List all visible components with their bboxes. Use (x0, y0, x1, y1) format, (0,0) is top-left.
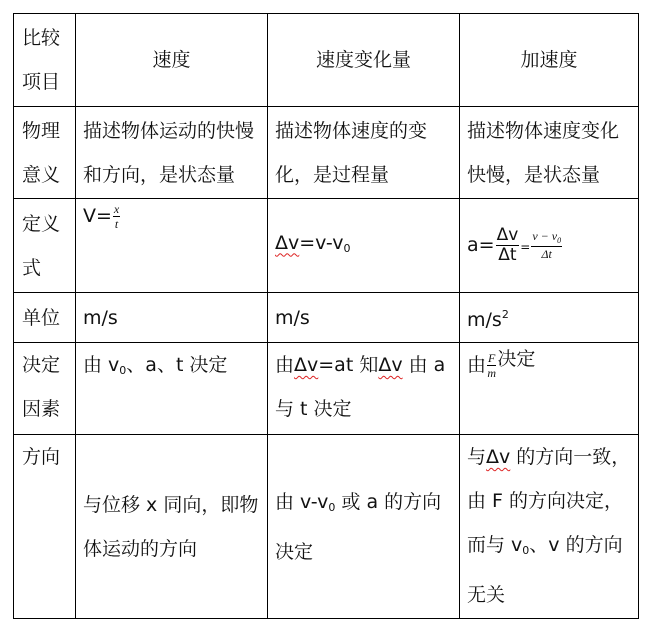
header-compare-line1: 比较 (22, 27, 61, 49)
accel-fraction-1-denominator: Δt (498, 244, 517, 265)
velocity-change-factor (268, 343, 460, 435)
delta-v-direction-sub: 0 (328, 500, 336, 514)
accel-equals: = (520, 239, 531, 254)
accel-fraction-1 (496, 224, 520, 265)
row-physical-meaning (14, 107, 639, 199)
header-speed: 速度 (76, 14, 268, 107)
row-direction (14, 435, 639, 619)
velocity-change-meaning: 描述物体速度的变化，是过程量 (268, 107, 460, 199)
accel-factor-fraction (487, 352, 496, 379)
delta-v-direction-line2: 决定 (275, 540, 314, 563)
header-compare-item (14, 14, 76, 107)
accel-formula-prefix: a= (467, 233, 495, 256)
delta-v-factor-line2: 与 t 决定 (275, 398, 352, 420)
delta-v-factor-a: 由 (275, 354, 295, 376)
accel-direction-a: 与 (467, 446, 487, 468)
accel-direction-line3-a: 而与 v (467, 534, 523, 556)
accel-direction-line4: 无关 (467, 584, 506, 606)
velocity-change-direction (268, 435, 460, 619)
label-unit: 单位 (14, 293, 76, 343)
accel-unit-exponent: 2 (501, 308, 509, 321)
accel-fraction-2-numerator (531, 230, 562, 247)
speed-fraction-denominator: t (114, 217, 119, 231)
accel-direction-line3-b: 、v 的方向 (529, 534, 623, 556)
label-meaning-line1: 物理 (22, 119, 61, 142)
accel-factor-denominator: m (487, 366, 497, 380)
speed-factor-a: 由 v (83, 354, 120, 376)
accel-direction-b: 的方向一致， (510, 446, 631, 468)
label-physical-meaning (14, 107, 76, 199)
acceleration-factor (460, 343, 639, 435)
delta-v-factor-dv: Δv (294, 354, 319, 376)
label-determining-factor (14, 343, 76, 435)
comparison-table (13, 13, 639, 619)
speed-formula-prefix: V= (83, 205, 112, 227)
accel-factor-numerator: F (488, 351, 496, 365)
speed-fraction-numerator: x (113, 202, 120, 216)
accel-direction-line2: 由 F 的方向决定， (467, 490, 624, 512)
accel-direction-line3-sub: 0 (522, 544, 530, 557)
accel-direction-line1 (467, 435, 631, 479)
label-factor-line2: 因素 (22, 398, 61, 420)
delta-v-factor-b: =at 知 (318, 354, 379, 376)
velocity-change-definition (268, 199, 460, 293)
label-definition-line2: 式 (22, 256, 42, 279)
label-direction: 方向 (14, 435, 76, 619)
delta-v-factor-line1 (275, 343, 452, 387)
acceleration-unit (460, 293, 639, 343)
label-definition-line1: 定义 (22, 212, 61, 235)
accel-fraction-2 (531, 230, 562, 260)
acceleration-definition (460, 199, 639, 293)
accel-fraction-1-numerator: Δv (496, 224, 519, 245)
delta-v-factor-dv2: Δv (378, 354, 403, 376)
speed-definition (76, 199, 268, 293)
accel-fraction-2-num-sub: 0 (557, 236, 562, 245)
delta-v-symbol: Δv (275, 231, 300, 254)
row-determining-factor (14, 343, 639, 435)
acceleration-direction (460, 435, 639, 619)
accel-fraction-2-denominator: Δt (541, 247, 552, 261)
row-definition (14, 199, 639, 293)
speed-factor-sub: 0 (119, 364, 127, 377)
header-row (14, 14, 639, 107)
delta-v-factor-c: 由 a (402, 354, 446, 376)
delta-v-direction-b: 或 a 的方向 (335, 490, 442, 513)
delta-v-direction-a: 由 v-v (275, 490, 329, 513)
accel-direction-dv: Δv (486, 446, 511, 468)
speed-factor-b: 、a、t 决定 (126, 354, 228, 376)
accel-fraction-2-num-text: v − v (532, 229, 558, 243)
velocity-change-unit: m/s (268, 293, 460, 343)
speed-direction-line2: 体运动的方向 (83, 537, 198, 560)
speed-direction (76, 435, 268, 619)
speed-factor (76, 343, 268, 435)
speed-fraction (113, 203, 120, 230)
label-meaning-line2: 意义 (22, 163, 61, 186)
header-compare-line2: 项目 (22, 71, 61, 93)
acceleration-meaning: 描述物体速度变化快慢，是状态量 (460, 107, 639, 199)
row-unit (14, 293, 639, 343)
delta-v-direction-line1 (275, 480, 452, 530)
label-factor-line1: 决定 (22, 354, 61, 376)
accel-unit-base: m/s (467, 309, 502, 331)
accel-factor-a: 由 (467, 354, 487, 376)
speed-direction-line1: 与位移 x 同向，即物 (83, 493, 259, 516)
speed-unit: m/s (76, 293, 268, 343)
delta-v-subscript: 0 (343, 241, 351, 255)
header-acceleration: 加速度 (460, 14, 639, 107)
header-velocity-change: 速度变化量 (268, 14, 460, 107)
accel-factor-b: 决定 (497, 348, 536, 370)
delta-v-formula-rest: =v-v (299, 231, 344, 254)
accel-direction-line3 (467, 523, 631, 573)
speed-meaning: 描述物体运动的快慢和方向，是状态量 (76, 107, 268, 199)
label-definition (14, 199, 76, 293)
